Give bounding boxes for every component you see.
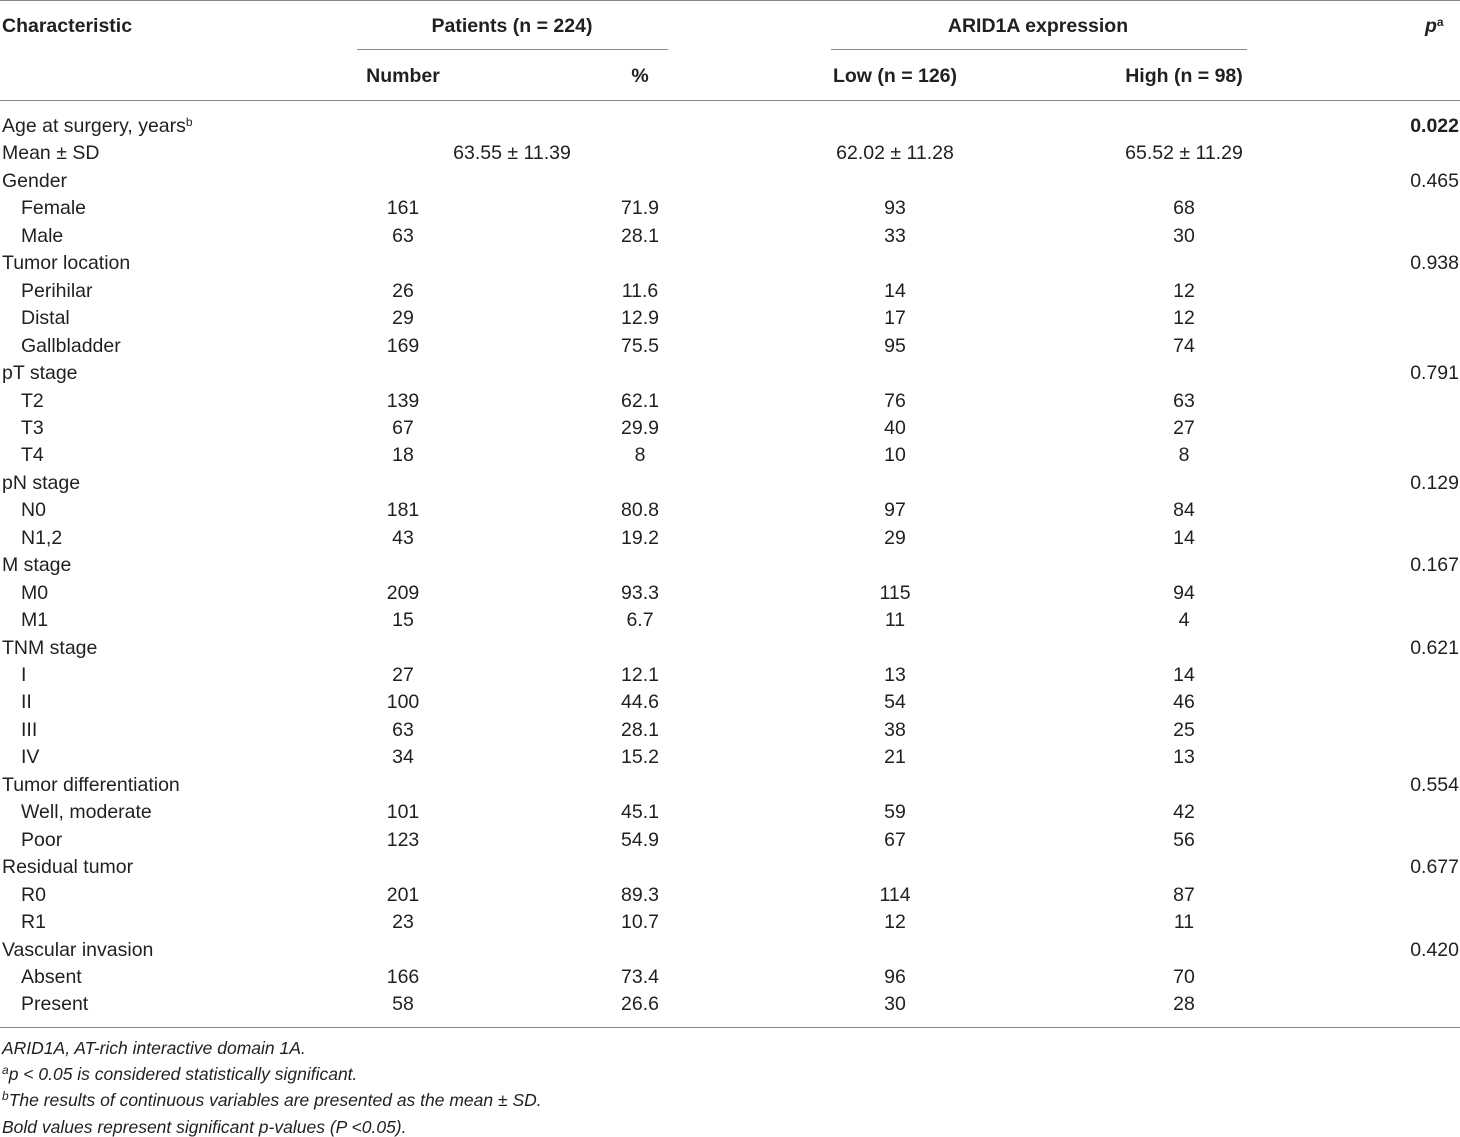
high-expression-cell: 13 xyxy=(1173,746,1195,769)
patients-mean-sd-cell: 63.55 ± 11.39 xyxy=(453,142,571,165)
low-expression-cell: 13 xyxy=(884,664,906,686)
high-expression-cell: 14 xyxy=(1173,526,1195,549)
number-cell: 63 xyxy=(392,224,414,247)
row-label-text: T3 xyxy=(21,416,44,439)
low-expression-cell: 93 xyxy=(884,197,906,220)
percent-cell: 44.6 xyxy=(621,691,659,714)
low-expression-cell: 114 xyxy=(879,883,911,906)
category-label xyxy=(2,856,133,878)
subcategory-label xyxy=(21,225,63,247)
percent-cell: 12.9 xyxy=(621,307,659,330)
subcategory-label xyxy=(21,527,62,549)
top-rule xyxy=(0,0,1460,1)
row-label-text: N0 xyxy=(21,499,46,522)
low-expression-cell: 67 xyxy=(884,828,906,851)
row-label-text: Male xyxy=(21,224,64,247)
row-label-text: R0 xyxy=(21,883,46,906)
row-label-text: Gender xyxy=(2,169,68,192)
percent-cell: 26.6 xyxy=(621,993,659,1016)
percent-cell: 80.8 xyxy=(621,499,659,522)
p-value-cell: 0.465 xyxy=(1410,169,1459,192)
high-expression-cell: 84 xyxy=(1173,499,1195,522)
number-cell: 161 xyxy=(386,197,420,220)
footnote xyxy=(2,1038,306,1058)
number-cell: 29 xyxy=(392,307,414,330)
percent-cell: 93.3 xyxy=(621,581,659,604)
percent-cell: 71.9 xyxy=(621,197,659,220)
subcategory-label xyxy=(21,691,32,713)
footnote xyxy=(2,1064,357,1084)
row-label-text: Gallbladder xyxy=(21,334,121,357)
low-expression-cell: 76 xyxy=(884,389,906,412)
category-label xyxy=(2,939,153,961)
number-cell: 169 xyxy=(386,334,420,357)
p-value-cell: 0.791 xyxy=(1410,362,1459,385)
p-value-cell: 0.554 xyxy=(1410,773,1459,796)
patients-span-rule xyxy=(357,49,668,50)
category-label xyxy=(2,142,99,164)
low-expression-cell: 40 xyxy=(884,416,906,439)
low-expression-cell: 115 xyxy=(879,581,911,604)
percent-cell: 28.1 xyxy=(621,718,659,741)
number-cell: 18 xyxy=(392,444,414,467)
percent-cell: 62.1 xyxy=(621,389,659,412)
row-label-text: Vascular invasion xyxy=(2,938,154,961)
p-value-cell: 0.938 xyxy=(1410,252,1459,275)
header-p-letter: p xyxy=(1425,15,1437,37)
high-expression-cell: 42 xyxy=(1173,801,1195,824)
high-expression-cell: 68 xyxy=(1173,197,1195,220)
row-label-text: Tumor location xyxy=(2,252,131,275)
number-cell: 123 xyxy=(386,828,420,851)
subcategory-label xyxy=(21,609,48,631)
row-label-text: Perihilar xyxy=(21,279,93,302)
row-label-text: Absent xyxy=(21,965,82,988)
low-expression-cell: 12 xyxy=(884,911,906,934)
low-expression-cell: 14 xyxy=(884,279,906,302)
high-expression-cell: 4 xyxy=(1178,609,1190,632)
high-expression-cell: 27 xyxy=(1173,416,1195,439)
low-expression-cell: 29 xyxy=(884,526,906,549)
number-cell: 67 xyxy=(392,416,414,439)
high-expression-cell: 63 xyxy=(1173,389,1195,412)
number-cell: 58 xyxy=(392,993,414,1016)
subcategory-label xyxy=(21,499,46,521)
row-label-text: Distal xyxy=(21,307,70,330)
subcategory-label xyxy=(21,335,121,357)
category-label xyxy=(2,115,193,137)
row-label-text: TNM stage xyxy=(2,636,98,659)
row-label-text: Residual tumor xyxy=(2,856,134,879)
high-expression-cell: 46 xyxy=(1173,691,1195,714)
row-label-text: I xyxy=(21,664,27,686)
category-label xyxy=(2,472,80,494)
high-expression-cell: 25 xyxy=(1173,718,1195,741)
p-value-cell: 0.022 xyxy=(1410,115,1459,137)
subcategory-label xyxy=(21,911,46,933)
row-label-text: Female xyxy=(21,197,87,220)
p-value-cell: 0.129 xyxy=(1410,471,1459,494)
low-expression-cell: 11 xyxy=(884,609,906,632)
subcategory-label xyxy=(21,801,152,823)
high-expression-cell: 12 xyxy=(1173,279,1195,302)
number-cell: 100 xyxy=(386,691,420,714)
low-expression-cell: 97 xyxy=(884,499,906,522)
row-label-text: Well, moderate xyxy=(21,801,152,824)
row-label-text: pN stage xyxy=(2,471,81,494)
header-bottom-rule xyxy=(0,100,1460,101)
footnote-sup: a xyxy=(2,1063,9,1078)
header-arid1a-expression: ARID1A expression xyxy=(947,15,1129,37)
number-cell: 15 xyxy=(392,609,414,632)
percent-cell: 45.1 xyxy=(621,801,659,824)
subcategory-label xyxy=(21,829,62,851)
row-label-text: M1 xyxy=(21,609,49,632)
percent-cell: 15.2 xyxy=(621,746,659,769)
low-expression-cell: 62.02 ± 11.28 xyxy=(836,142,954,165)
p-value-cell: 0.420 xyxy=(1410,938,1459,961)
row-label-text: T4 xyxy=(21,444,44,467)
row-label-text: IV xyxy=(21,746,40,769)
subcategory-label xyxy=(21,390,44,412)
percent-cell: 11.6 xyxy=(621,279,659,302)
low-expression-cell: 95 xyxy=(884,334,906,357)
row-label-text: Age at surgery, years xyxy=(2,115,186,137)
number-cell: 139 xyxy=(386,389,420,412)
number-cell: 34 xyxy=(392,746,414,769)
number-cell: 209 xyxy=(386,581,420,604)
category-label xyxy=(2,637,97,659)
table-bottom-rule xyxy=(0,1027,1460,1028)
percent-cell: 12.1 xyxy=(621,664,659,686)
low-expression-cell: 96 xyxy=(884,965,906,988)
category-label xyxy=(2,362,78,384)
row-label-text: Mean ± SD xyxy=(2,142,100,165)
high-expression-cell: 87 xyxy=(1173,883,1195,906)
subcategory-label xyxy=(21,884,46,906)
high-expression-cell: 11 xyxy=(1173,911,1195,934)
row-label-text: Poor xyxy=(21,828,63,851)
footnote-text: ARID1A, AT-rich interactive domain 1A. xyxy=(2,1038,306,1058)
row-label-text: T2 xyxy=(21,389,44,412)
high-expression-cell: 12 xyxy=(1173,307,1195,330)
high-expression-cell: 70 xyxy=(1173,965,1195,988)
subcategory-label xyxy=(21,197,86,219)
number-cell: 63 xyxy=(392,718,414,741)
high-expression-cell: 28 xyxy=(1173,993,1195,1016)
subcategory-label xyxy=(21,582,48,604)
category-label xyxy=(2,252,130,274)
percent-cell: 6.7 xyxy=(626,609,654,632)
subcategory-label xyxy=(21,307,70,329)
header-p-value xyxy=(1425,15,1444,37)
low-expression-cell: 17 xyxy=(884,307,906,330)
low-expression-cell: 59 xyxy=(884,801,906,824)
row-label-text: pT stage xyxy=(2,362,78,385)
footnote xyxy=(2,1090,542,1110)
high-expression-cell: 74 xyxy=(1173,334,1195,357)
high-expression-cell: 94 xyxy=(1173,581,1195,604)
percent-cell: 75.5 xyxy=(621,334,659,357)
footnote-text: p < 0.05 is considered statistically significant. xyxy=(8,1064,358,1085)
footnote-sup: b xyxy=(2,1089,9,1104)
p-value-cell: 0.167 xyxy=(1410,554,1459,577)
header-percent: % xyxy=(631,65,649,87)
subcategory-label xyxy=(21,993,88,1015)
percent-cell: 73.4 xyxy=(621,965,659,988)
subcategory-label xyxy=(21,444,44,466)
subcategory-label xyxy=(21,417,44,439)
arid1a-span-rule xyxy=(831,49,1247,50)
subcategory-label xyxy=(21,664,26,686)
row-label-text: N1,2 xyxy=(21,526,63,549)
percent-cell: 54.9 xyxy=(621,828,659,851)
subcategory-label xyxy=(21,719,37,741)
number-cell: 166 xyxy=(386,965,420,988)
low-expression-cell: 30 xyxy=(884,993,906,1016)
low-expression-cell: 10 xyxy=(884,444,906,467)
category-label xyxy=(2,554,71,576)
header-p-sup: a xyxy=(1436,15,1444,29)
category-label xyxy=(2,170,67,192)
percent-cell: 10.7 xyxy=(621,911,659,934)
row-label-text: II xyxy=(21,691,32,714)
header-low: Low (n = 126) xyxy=(832,65,958,87)
header-patients: Patients (n = 224) xyxy=(431,15,593,37)
row-label-text: M0 xyxy=(21,581,49,604)
p-value-cell: 0.677 xyxy=(1410,856,1459,879)
high-expression-cell: 8 xyxy=(1178,444,1190,467)
low-expression-cell: 21 xyxy=(884,746,906,769)
low-expression-cell: 33 xyxy=(884,224,906,247)
percent-cell: 28.1 xyxy=(621,224,659,247)
subcategory-label xyxy=(21,966,82,988)
subcategory-label xyxy=(21,746,39,768)
p-value-cell: 0.621 xyxy=(1410,636,1459,659)
category-label xyxy=(2,774,180,796)
footnote-text: Bold values represent significant p-values (P <0.05). xyxy=(2,1116,407,1137)
footnote-text: The results of continuous variables are presented as the mean ± SD. xyxy=(8,1090,542,1111)
number-cell: 43 xyxy=(392,526,414,549)
percent-cell: 89.3 xyxy=(621,883,659,906)
number-cell: 101 xyxy=(386,801,420,824)
row-label-text: Present xyxy=(21,993,89,1016)
row-label-text: Tumor differentiation xyxy=(2,773,180,796)
high-expression-cell: 30 xyxy=(1173,224,1195,247)
percent-cell: 19.2 xyxy=(621,526,659,549)
high-expression-cell: 65.52 ± 11.29 xyxy=(1125,142,1243,165)
row-label-text: M stage xyxy=(2,554,72,577)
header-characteristic: Characteristic xyxy=(2,15,133,37)
low-expression-cell: 54 xyxy=(884,691,906,714)
low-expression-cell: 38 xyxy=(884,718,906,741)
header-number: Number xyxy=(366,65,440,87)
percent-cell: 8 xyxy=(634,444,646,467)
row-label-text: R1 xyxy=(21,911,46,934)
number-cell: 181 xyxy=(386,499,420,522)
high-expression-cell: 14 xyxy=(1173,664,1195,686)
header-high: High (n = 98) xyxy=(1125,65,1243,87)
subcategory-label xyxy=(21,280,93,302)
row-label-text: III xyxy=(21,718,38,741)
number-cell: 27 xyxy=(392,664,414,686)
high-expression-cell: 56 xyxy=(1173,828,1195,851)
row-label-sup: b xyxy=(185,115,193,129)
number-cell: 201 xyxy=(386,883,420,906)
percent-cell: 29.9 xyxy=(621,416,659,439)
footnote xyxy=(2,1117,407,1137)
number-cell: 26 xyxy=(392,279,414,302)
number-cell: 23 xyxy=(392,911,414,934)
